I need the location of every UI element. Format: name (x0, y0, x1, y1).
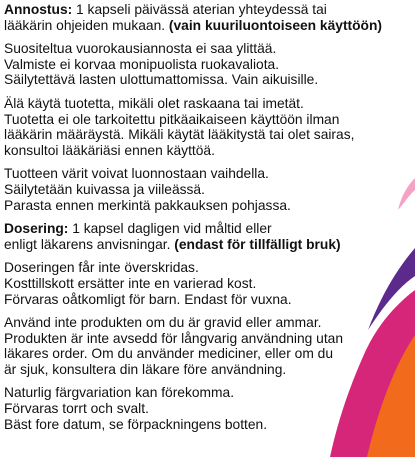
sv-warning-line: Produkten är inte avsedd för långvarig användning utan (4, 330, 344, 346)
fi-warnings-paragraph-1 (4, 41, 406, 88)
fi-dosage-paragraph (4, 2, 406, 33)
fi-storage-paragraph (4, 166, 406, 213)
fi-dosage-line-2 (4, 18, 406, 34)
sv-warning-line: Använd inte produkten om du är gravid eller ammar. (4, 315, 322, 331)
fi-warning-line: Tuotetta ei ole tarkoitettu pitkäaikaiseen käyttöön ilman (4, 111, 340, 127)
sv-storage-line: Förvaras torrt och svalt. (4, 401, 149, 417)
fi-dosage-label: Annostus: (4, 2, 73, 17)
product-label-text (4, 2, 406, 440)
fi-warning-line: Älä käytä tuotetta, mikäli olet raskaana tai imetät. (4, 95, 304, 111)
sv-storage-paragraph (4, 385, 406, 432)
sv-warning-line: Kosttillskott ersätter inte en varierad kost. (4, 275, 257, 291)
sv-warning-line: läkares order. Om du använder mediciner, eller om du (4, 346, 333, 362)
sv-dosage-line-1 (4, 221, 406, 237)
sv-storage-line: Naturlig färgvariation kan förekomma. (4, 385, 235, 401)
fi-warning-line: konsultoi lääkäriäsi ennen käyttöä. (4, 142, 215, 158)
fi-warning-line: Säilytettävä lasten ulottumattomissa. Vain aikuisille. (4, 72, 319, 88)
sv-storage-line: Bäst fore datum, se förpackningens botten. (4, 416, 268, 432)
fi-dosage-text-2: lääkärin ohjeiden mukaan. (4, 17, 169, 33)
sv-dosage-text-2: enligt läkarens anvisningar. (4, 236, 175, 252)
sv-warnings-paragraph-1 (4, 260, 406, 307)
fi-storage-line: Säilytetään kuivassa ja viileässä. (4, 181, 205, 197)
sv-dosage-line-2 (4, 237, 406, 253)
fi-warning-line: lääkärin määräystä. Mikäli käytät lääkitystä tai olet sairas, (4, 127, 355, 143)
fi-warning-line: Valmiste ei korvaa monipuolista ruokavaliota. (4, 56, 280, 72)
fi-dosage-text-1: 1 kapseli päivässä aterian yhteydessä tai (72, 2, 327, 17)
sv-dosage-label: Dosering: (4, 221, 69, 237)
sv-warning-line: Förvaras oåtkomligt för barn. Endast för vuxna. (4, 291, 292, 307)
fi-dosage-usage-note: (vain kuuriluontoiseen käyttöön) (168, 17, 383, 33)
fi-storage-line: Tuotteen värit voivat luonnostaan vaihdella. (4, 166, 269, 182)
sv-warnings-paragraph-2 (4, 315, 406, 377)
fi-storage-line: Parasta ennen merkintä pakkauksen pohjassa. (4, 197, 291, 213)
fi-dosage-line-1 (4, 2, 406, 18)
sv-dosage-text-1: 1 kapsel dagligen vid måltid eller (68, 221, 272, 237)
sv-warning-line: Doseringen får inte överskridas. (4, 260, 199, 276)
sv-warning-line: är sjuk, konsultera din läkare före användning. (4, 361, 287, 377)
fi-warnings-paragraph-2 (4, 96, 406, 158)
sv-dosage-usage-note: (endast för tillfälligt bruk) (174, 236, 341, 252)
fi-warning-line: Suositeltua vuorokausiannosta ei saa ylittää. (4, 41, 277, 57)
sv-dosage-paragraph (4, 221, 406, 252)
